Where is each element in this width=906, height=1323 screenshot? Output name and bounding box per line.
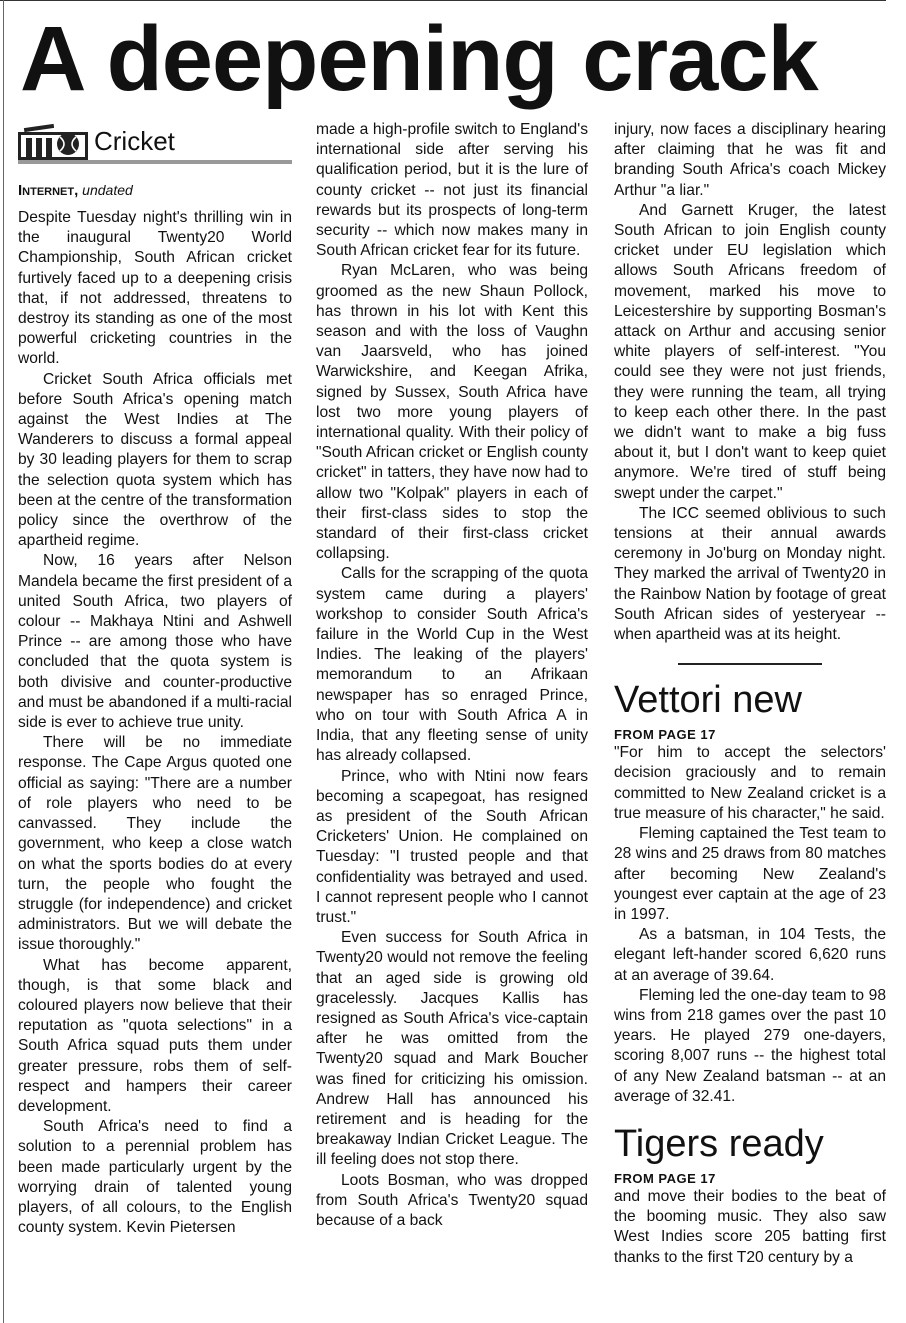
story-tigers: [614, 1121, 886, 1268]
cricket-stumps-ball-icon: [18, 122, 88, 160]
story-title: Vettori new: [614, 679, 802, 722]
paragraph: Fleming captained the Test team to 28 wins and 25 draws from 80 matches after becoming New Zealand's youngest ever captain at the age of 23 in 1997.: [614, 825, 886, 923]
paragraph: The ICC seemed oblivious to such tensions at their annual awards ceremony in Jo'burg on Monday night. They marked the arrival of Twenty20 in the Rainbow Nation by footage of great South African sides of yesteryear -- when apartheid was at its height.: [614, 504, 886, 644]
article-column-1: [18, 120, 292, 1238]
page-top-rule: [0, 0, 886, 1]
paragraph: Calls for the scrapping of the quota system came during a players' workshop to consider South Africa's failure in the World Cup in the West Indies. The leaking of the players' memorandum to an Afrikaan newspaper has so enraged Prince, who on tour with South Africa A in India, that any fleeting sense of unity has already collapsed.: [316, 565, 588, 765]
continued-from: FROM PAGE 17: [614, 727, 716, 743]
paragraph: injury, now faces a disciplinary hearing after claiming that he was fit and branding South Africa's coach Mickey Arthur "a liar.": [614, 121, 886, 199]
section-rule: [18, 160, 292, 164]
paragraph: South Africa's need to find a solution to a perennial problem has been made particularly urgent by the worrying drain of talented young players, of all colours, to the English county system. Kevin Pietersen: [18, 1118, 292, 1237]
paragraph: and move their bodies to the beat of the booming music. They also saw West Indies score 205 batting first thanks to the first T20 century by a: [614, 1187, 886, 1266]
page-left-border: [3, 0, 4, 1323]
paragraph: "For him to accept the selectors' decision graciously and to remain committed to New Zealand cricket is a true measure of his character," he said.: [614, 744, 886, 822]
article-column-2: [316, 120, 588, 1231]
continued-from: FROM PAGE 17: [614, 1170, 716, 1186]
paragraph: As a batsman, in 104 Tests, the elegant left-hander scored 6,620 runs at an average of 39.64.: [614, 926, 886, 984]
article-column-3: [614, 120, 886, 1268]
paragraph: Now, 16 years after Nelson Mandela became the first president of a united South Africa, two players of colour -- Makhaya Ntini and Ashwell Prince -- are among those who have concluded that the quota system is both divisive and counter-productive and must be abandoned if a multi-racial side is ever to achieve true unity.: [18, 552, 292, 732]
paragraph: Even success for South Africa in Twenty20 would not remove the feeling that an aged side is growing old gracelessly. Jacques Kallis has resigned as South Africa's vice-captain after he was omitted from the Twenty20 squad and Mark Boucher was fined for criticizing his omission. Andrew Hall has announced his retirement and is heading for the breakaway Indian Cricket League. The ill feeling does not stop there.: [316, 929, 588, 1169]
paragraph: What has become apparent, though, is that some black and coloured players now believe that their reputation as "quota selections" in a South Africa squad puts them under greater pressure, robs them of self-respect and hampers their career development.: [18, 956, 292, 1115]
paragraph: Loots Bosman, who was dropped from South Africa's Twenty20 squad because of a back: [316, 1171, 588, 1229]
story-separator: [678, 663, 822, 665]
dateline: [18, 181, 292, 200]
paragraph: Fleming led the one-day team to 98 wins from 218 games over the past 10 years. He played 279 one-dayers, scoring 8,007 runs -- the highest total of any New Zealand batsman -- at an average of 32.41.: [614, 986, 886, 1105]
dateline-place: Internet,: [18, 182, 79, 199]
paragraph: Prince, who with Ntini now fears becoming a scapegoat, has resigned as president of the South African Cricketers' Union. He complained on Tuesday: "I trusted people and that confidentiality was betrayed and used. I cannot represent people who I cannot trust.": [316, 767, 588, 926]
paragraph: And Garnett Kruger, the latest South African to join English county cricket under EU legislation which allows South Africans freedom of movement, marked his move to Leicestershire by supporting Bosman's attack on Arthur and accusing senior white players of self-interest. "You could see they were not just friends, they were running the team, all trying to keep each other there. In the past we didn't want to make a big fuss about it, but I don't want to keep quiet anymore. We're tired of stuff being swept under the carpet.": [614, 201, 886, 502]
story-vettori: [614, 677, 886, 1107]
paragraph: made a high-profile switch to England's international side after serving his qualification period, but it is the lure of county cricket -- not just its financial rewards but its prospects of long-term security -- which now makes many in South African cricket fear for its future.: [316, 121, 588, 260]
paragraph: There will be no immediate response. The Cape Argus quoted one official as saying: "There are a number of role players who need to be canvassed. They include the government, who keep a close watch on what the sports bodies do at every turn, the people who fought the struggle (for independence) and cricket administrators. But we will debate the issue thoroughly.": [18, 734, 292, 954]
paragraph: Ryan McLaren, who was being groomed as the new Shaun Pollock, has thrown in his lot with Kent this season and with the loss of Vaughn van Jaarsveld, who has joined Warwickshire, and Keegan Afrika, signed by Sussex, South Africa have lost two more young players of international quality. With their policy of "South African cricket or English county cricket" in tatters, they have now had to allow two "Kolpak" players in each of their first-class sides to stop the standard of their first-class cricket collapsing.: [316, 262, 588, 563]
section-header: [18, 120, 292, 164]
dateline-date: undated: [82, 182, 133, 198]
paragraph: Despite Tuesday night's thrilling win in the inaugural Twenty20 World Championship, South African cricket furtively faced up to a deepening crisis that, if not addressed, threatens to destroy its standing as one of the most powerful cricketing countries in the world.: [18, 209, 292, 368]
story-title: Tigers ready: [614, 1122, 824, 1165]
section-label: Cricket: [94, 126, 175, 156]
paragraph: Cricket South Africa officials met before South Africa's opening match against the West Indies at The Wanderers to discuss a formal appeal by 30 leading players for them to scrap the selection quota system which has been at the centre of the transformation policy since the overthrow of the apartheid regime.: [18, 370, 292, 550]
headline: A deepening crack: [20, 8, 818, 110]
